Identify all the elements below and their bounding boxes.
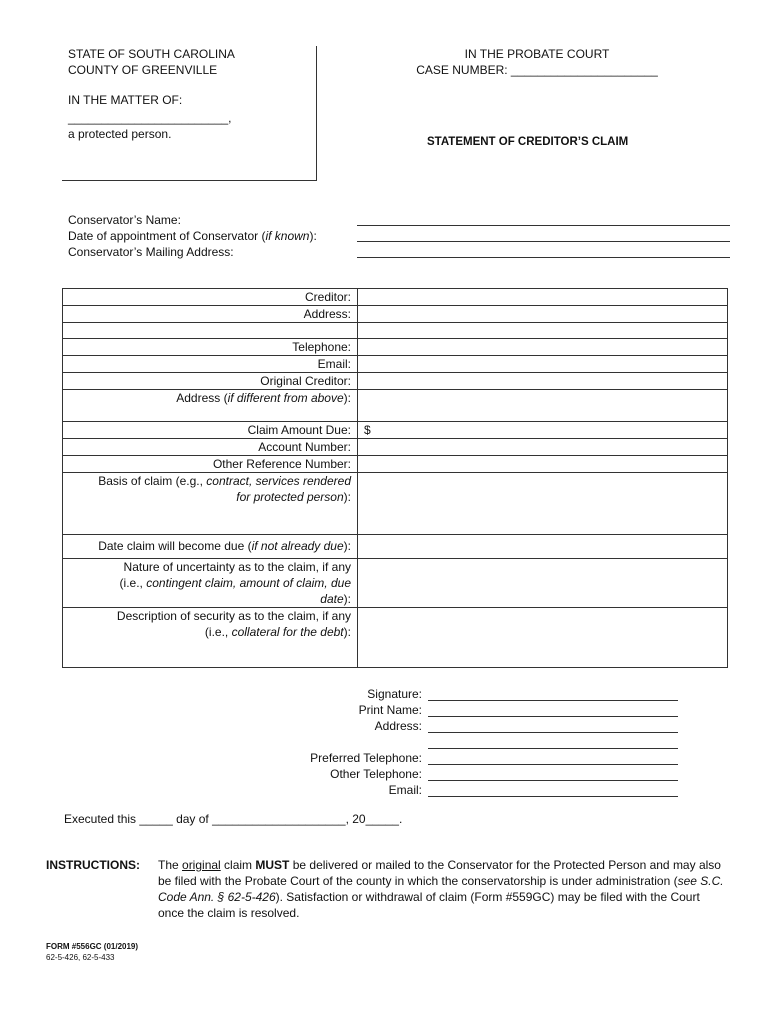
address-label: Address: [63, 306, 358, 323]
telephone-field[interactable] [358, 339, 728, 356]
address-field[interactable] [358, 306, 728, 323]
form-number: FORM #556GC (01/2019) [46, 942, 139, 951]
preferred-telephone-field[interactable] [428, 764, 678, 765]
executed-date-line[interactable]: Executed this _____ day of ____________________, 20_____. [64, 812, 403, 826]
table-row [63, 289, 728, 306]
table-row [63, 608, 728, 668]
preferred-telephone-label: Preferred Telephone: [310, 751, 422, 765]
caption-left [68, 46, 235, 142]
signature-labels [290, 686, 422, 798]
instructions-heading: INSTRUCTIONS: [46, 858, 140, 872]
state-label: STATE OF SOUTH CAROLINA [68, 47, 235, 61]
matter-of-label: IN THE MATTER OF: [68, 93, 183, 107]
table-row [63, 356, 728, 373]
signer-address-field[interactable] [428, 732, 678, 733]
appointment-date-field[interactable] [357, 241, 730, 242]
date-due-field[interactable] [358, 535, 728, 559]
conservator-name-field[interactable] [357, 225, 730, 226]
table-row [63, 390, 728, 422]
table-row [63, 473, 728, 535]
claim-table [62, 288, 728, 668]
table-row [63, 339, 728, 356]
date-due-label: Date claim will become due (if not already due): [63, 535, 358, 559]
mailing-address-label: Conservator’s Mailing Address: [68, 245, 234, 259]
other-reference-label: Other Reference Number: [63, 456, 358, 473]
address-cont-field[interactable] [358, 323, 728, 339]
statute-references: 62-5-426, 62-5-433 [46, 953, 115, 962]
other-telephone-label: Other Telephone: [330, 767, 422, 781]
appointment-date-label: Date of appointment of Conservator (if known): [68, 229, 317, 243]
signature-label: Signature: [367, 687, 422, 701]
table-row [63, 306, 728, 323]
print-name-label: Print Name: [358, 703, 422, 717]
address-if-different-field[interactable] [358, 390, 728, 422]
table-row [63, 535, 728, 559]
table-row [63, 373, 728, 390]
table-row [63, 559, 728, 608]
protected-person-label: a protected person. [68, 127, 172, 141]
telephone-label: Telephone: [63, 339, 358, 356]
case-number-field[interactable]: CASE NUMBER: ______________________ [416, 63, 658, 77]
original-creditor-label: Original Creditor: [63, 373, 358, 390]
creditor-label: Creditor: [63, 289, 358, 306]
creditor-field[interactable] [358, 289, 728, 306]
table-row [63, 323, 728, 339]
account-number-label: Account Number: [63, 439, 358, 456]
claim-amount-label: Claim Amount Due: [63, 422, 358, 439]
page-title: STATEMENT OF CREDITOR’S CLAIM [427, 136, 629, 148]
nature-of-uncertainty-label: Nature of uncertainty as to the claim, if any (i.e., contingent claim, amount of claim, due date): [63, 559, 358, 608]
original-creditor-field[interactable] [358, 373, 728, 390]
security-description-field[interactable] [358, 608, 728, 668]
other-telephone-field[interactable] [428, 780, 678, 781]
email-field[interactable] [358, 356, 728, 373]
signer-address-label: Address: [374, 719, 422, 733]
nature-of-uncertainty-field[interactable] [358, 559, 728, 608]
caption-horizontal-rule [62, 180, 317, 181]
caption-vertical-rule [316, 46, 317, 181]
basis-of-claim-field[interactable] [358, 473, 728, 535]
conservator-name-label: Conservator’s Name: [68, 213, 181, 227]
basis-of-claim-label: Basis of claim (e.g., contract, services rendered for protected person): [63, 473, 358, 535]
caption-right [405, 46, 669, 78]
print-name-field[interactable] [428, 716, 678, 717]
security-description-label: Description of security as to the claim, if any (i.e., collateral for the debt): [63, 608, 358, 668]
signer-address-line2-field[interactable] [428, 748, 678, 749]
protected-person-name-blank[interactable]: ________________________, [68, 111, 232, 125]
table-row [63, 422, 728, 439]
conservator-labels [68, 212, 317, 260]
table-row [63, 439, 728, 456]
email-label: Email: [63, 356, 358, 373]
court-label: IN THE PROBATE COURT [464, 47, 610, 61]
signature-field[interactable] [428, 700, 678, 701]
instructions-text: The original claim MUST be delivered or mailed to the Conservator for the Protected Person and may also be filed with the Probate Court of the county in which the conservatorship is under administration (see S.C. Code Ann. § 62-5-426). Satisfaction or withdrawal of claim (Form #559GC) may be filed with the Court once the claim is resolved. [158, 858, 724, 920]
signer-email-label: Email: [388, 783, 422, 797]
mailing-address-field[interactable] [357, 257, 730, 258]
other-reference-field[interactable] [358, 456, 728, 473]
signer-email-field[interactable] [428, 796, 678, 797]
address-cont-label [63, 323, 358, 339]
account-number-field[interactable] [358, 439, 728, 456]
address-if-different-label: Address (if different from above): [63, 390, 358, 422]
table-row [63, 456, 728, 473]
county-label: COUNTY OF GREENVILLE [68, 63, 218, 77]
claim-amount-field[interactable]: $ [358, 422, 728, 439]
